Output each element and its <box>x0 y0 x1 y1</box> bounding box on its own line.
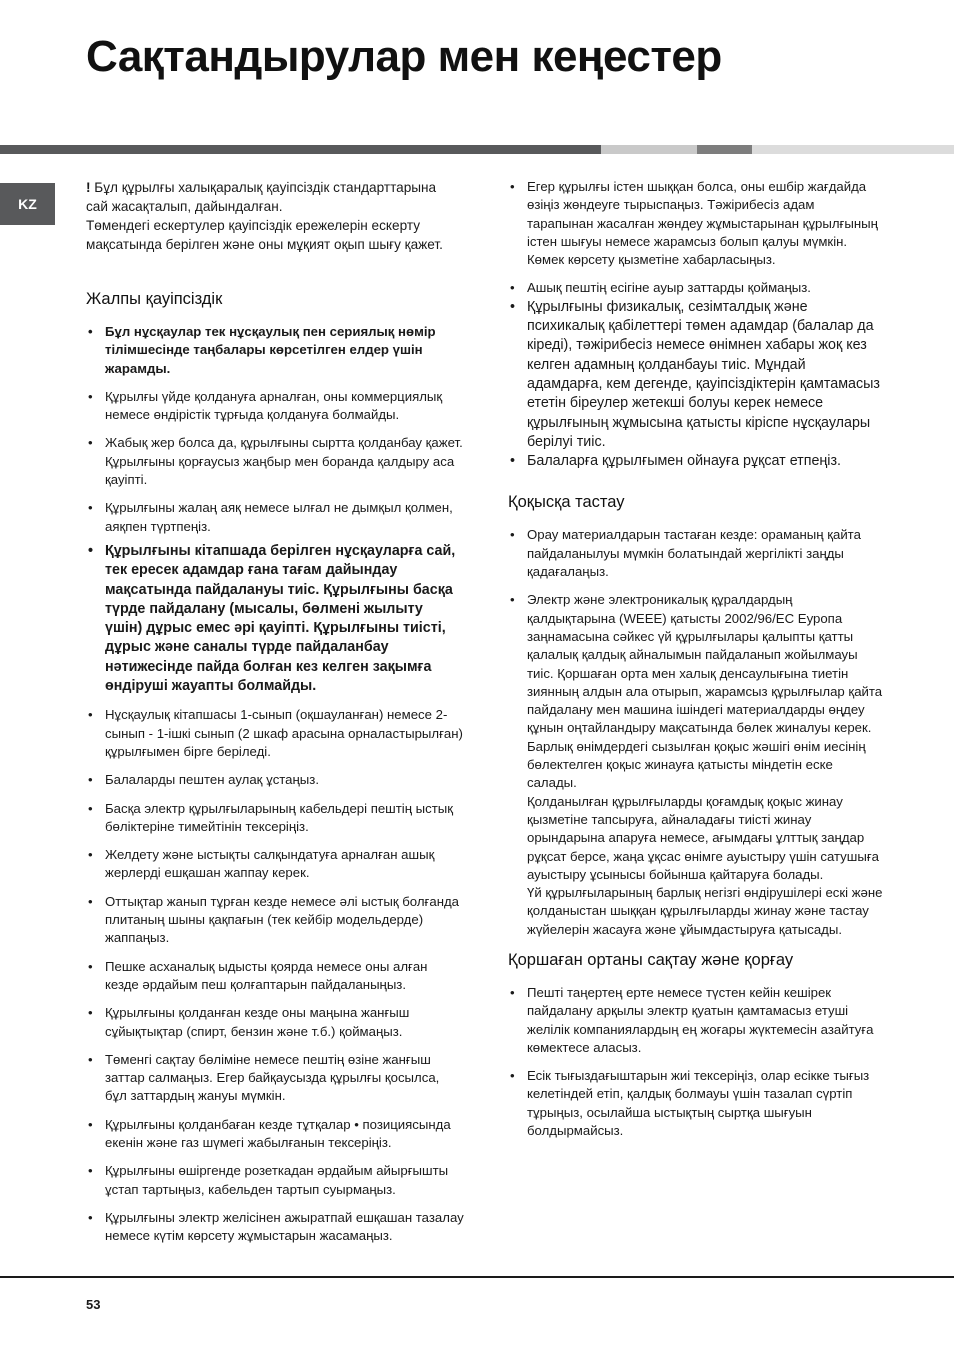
list-item: • Желдету және ыстықты салқындатуға арналған ашық жерлерді ешқашан жаппау керек. <box>88 847 435 881</box>
bullet-icon: • <box>510 298 516 315</box>
disposal-list <box>508 526 883 939</box>
bullet-icon: • <box>88 772 93 788</box>
intro-line-4: мақсатында берілген және оны мұқият оқып шығу қажет. <box>86 237 443 252</box>
environment-section <box>508 951 883 1140</box>
disposal-section <box>508 493 883 939</box>
list-item: • Пешке асханалық ыдысты қоярда немесе оны алған кезде әрдайым пеш қолғаптарын пайдаланыңыз. <box>88 958 428 992</box>
bullet-icon: • <box>88 324 93 339</box>
bullet-icon: • <box>510 280 515 296</box>
header-band-light <box>601 145 697 154</box>
bullet-icon: • <box>88 847 93 863</box>
bullet-icon: • <box>88 542 94 559</box>
list-item: • Нұсқаулық кітапшасы 1-сынып (оқшауланған) немесе 2-сынып - 1-ішкі сынып (2 шкаф арасына орналастырылған) құрылғымен бірге беріледі. <box>88 707 463 759</box>
section-heading-disposal: Қоқысқа тастау <box>508 493 625 512</box>
bullet-icon: • <box>510 984 515 1000</box>
header-band-pale <box>752 145 954 154</box>
list-item: • Оттықтар жанып тұрған кезде немесе әлі ыстық болғанда плитаның шыны қақпағын (тек кейбір модельдерде) жаппаңыз. <box>88 893 460 946</box>
section-heading-environment: Қоршаған ортаны сақтау және қорғау <box>508 950 794 969</box>
list-item: • Бұл нұсқаулар тек нұсқаулық пен сериялық нөмір тілімшесінде таңбалары көрсетілген елдер үшін жарамды. <box>88 324 436 376</box>
weee-paragraph-3: Үй құрылғыларының барлық негізгі өндірушілері ескі және қолданыстан шыққан құрылғыларды жинау және тастау жүйелерін жасауға және ұйымдастыруға қатысады. <box>527 885 883 937</box>
bullet-icon: • <box>88 707 93 723</box>
list-item: • Орау материалдарын тастаған кезде: ораманың қайта пайдаланылуы мүмкін болатындай жергілікті заңды қадағалаңыз. <box>510 527 861 580</box>
bullet-icon: • <box>88 893 93 909</box>
list-item: • Құрылғы үйде қолдануға арналған, оны коммерциялық немесе өндірістік тұрғыда қолдануға болмайды. <box>88 388 443 423</box>
intro-line-2: сай жасақталып, дайындалған. <box>86 199 283 214</box>
list-item: • Құрылғыны электр желісінен ажыратпай ешқашан тазалау немесе күтім көрсету жұмыстарын жасамаңыз. <box>88 1209 464 1244</box>
header-band-mid <box>697 145 752 154</box>
bullet-icon: • <box>88 435 93 451</box>
intro-line-3: Төмендегі ескертулер қауіпсіздік ережелерін ескерту <box>86 218 421 233</box>
bullet-icon: • <box>510 592 515 608</box>
weee-paragraph-2: Қолданылған құрылғыларды қоғамдық қоқыс жинау қызметіне тапсыруға, айналадағы тиісті жинау орындарына апаруға немесе, ағымдағы ұлттық заңдар рұқсат берсе, жаңа ұқсас өнімге ауыстыру үшін сатушыға ауыстыру ұсынысы бойынша қайтаруға болады. <box>527 793 879 882</box>
intro-note <box>86 178 464 254</box>
bullet-icon: • <box>88 800 93 816</box>
safety-list-continued <box>508 178 883 471</box>
left-column <box>86 178 464 1255</box>
list-item: • Егер құрылғы істен шыққан болса, оны ешбір жағдайда өзіңіз жөндеуге тырыспаңыз. Тәжірибесіз адам тарапынан жасалған жөндеу жұмыстарынан құрылғының істен шығуы немесе жарамсыз болып қалуы мүмкін. Көмек көрсету қызметіне хабарласыңыз. <box>510 179 878 268</box>
bullet-icon: • <box>88 388 93 404</box>
list-item: • Құрылғыны кітапшада берілген нұсқауларға сай, тек ересек адамдар ғана тағам дайындау мақсатында пайдалануы тиіс. Құрылғыны басқа түрде пайдалану (мысалы, бөлмені жылыту үшін) дұрыс емес әрі қауіпті. Құрылғыны тиісті, дұрыс және саналы түрде пайдаланбау нәтижесінде пайда болған кез келген зақымға өндіруші жауапты болмайды. <box>88 542 456 695</box>
bullet-icon: • <box>510 527 515 543</box>
environment-list <box>508 984 883 1140</box>
list-item: • Балаларды пештен аулақ ұстаңыз. <box>86 771 464 789</box>
bullet-icon: • <box>510 1068 515 1084</box>
general-safety-list <box>86 323 464 1245</box>
warning-mark: ! <box>86 180 91 195</box>
weee-paragraph-1: Электр және электроникалық құралдардың қалдықтарына (WEEE) қатысты 2002/96/EC Еуропа заңнамасына сәйкес үй құрылғылары қалыпты қатты қалалық қалдық айналымын пайдаланып жойылмауы тиіс. Қоршаған орта мен халық денсаулығына тиетін зиянның алдын ала отырып, жарамсыз құрылғылар қайта пайдалану мен машина ішіндегі материалдарды өңдеу құнын оңтайландыру мақсатында бөлек жиналуы керек. Барлық өнімдердегі сызылған қоқыс жәшігі өнім иесінің бөлектелген қоқыс жинауға қатысты міндетін еске салады. <box>527 592 883 791</box>
list-item: • Құрылғыны қолданбаған кезде тұтқалар • позициясында екенін және газ шүмегі жабылғанын тексеріңіз. <box>88 1116 451 1150</box>
page-title: Сақтандырулар мен кеңестер <box>86 32 722 81</box>
list-item: • Ашық пештің есігіне ауыр заттарды қоймаңыз. <box>508 279 883 297</box>
right-column <box>508 178 883 1150</box>
bullet-icon: • <box>88 1163 93 1179</box>
page-number: 53 <box>86 1297 101 1312</box>
list-item: • Есік тығыздағыштарын жиі тексеріңіз, олар есікке тығыз келетіндей етіп, қалдық болмауы үшін тазалап сүртіп тұрыңыз, осылайша ыстықтың сыртқа шығуын болдырмайсыз. <box>510 1068 870 1139</box>
bullet-icon: • <box>88 1116 93 1132</box>
language-tab: KZ <box>0 183 55 225</box>
bullet-icon: • <box>88 1051 93 1067</box>
bullet-icon: • <box>88 1005 93 1021</box>
bullet-icon: • <box>88 1209 93 1225</box>
bullet-icon: • <box>88 500 93 516</box>
bullet-icon: • <box>510 179 515 194</box>
list-item: • Құрылғыны жалаң аяқ немесе ылғал не дымқыл қолмен, аяқпен түртпеңіз. <box>88 500 453 534</box>
bullet-icon: • <box>88 958 93 974</box>
intro-line-1 <box>86 178 464 197</box>
list-item: • Пешті таңертең ерте немесе түстен кейін кешірек пайдалану арқылы электр қуатын қамтамасыз етуші желілік компаниялардың ең жоғары жүктемесін азайтуға көмектесе аласыз. <box>510 984 874 1055</box>
list-item: • Жабық жер болса да, құрылғыны сыртта қолданбау қажет. Құрылғыны қорғаусыз жаңбыр мен боранда қалдыру аса қауіпті. <box>88 435 463 488</box>
list-item <box>508 591 883 939</box>
list-item: • Құрылғыны қолданған кезде оны маңына жанғыш сұйықтықтар (спирт, бензин және т.б.) қоймаңыз. <box>88 1005 410 1039</box>
list-item: • Құрылғыны өшіргенде розеткадан әрдайым айырғышты ұстап тартыңыз, кабельден тартып суырмаңыз. <box>88 1163 449 1197</box>
footer-rule <box>0 1276 954 1278</box>
bullet-icon: • <box>510 453 516 470</box>
header-band-dark <box>0 145 601 154</box>
list-item: • Басқа электр құрылғыларының кабельдері пештің ыстық бөліктеріне тимейтінін тексеріңіз. <box>88 800 454 834</box>
list-item: • Құрылғыны физикалық, сезімталдық және психикалық қабілеттері төмен адамдар (балалар да кіреді), тәжірибесіз немесе өнімнен хабары жоқ кез келген адамның қолданбауы тиіс. Мұндай адамдарға, кем дегенде, қауіпсіздіктерін қамтамасыз ететін біреулер жетекші болуы керек немесе құрылғының жұмысына қатысты кіріспе нұсқаулары берілуі тиіс. <box>510 298 880 450</box>
section-heading-general-safety: Жалпы қауіпсіздік <box>86 290 223 308</box>
list-item: • Балаларға құрылғымен ойнауға рұқсат етпеңіз. <box>508 452 883 471</box>
list-item: • Төменгі сақтау бөліміне немесе пештің өзіне жанғыш заттар салмаңыз. Егер байқаусызда құрылғы қосылса, бұл заттардың жануы мүмкін. <box>88 1051 440 1104</box>
intro-text-1: Бұл құрылғы халықаралық қауіпсіздік стандарттарына <box>90 180 437 195</box>
